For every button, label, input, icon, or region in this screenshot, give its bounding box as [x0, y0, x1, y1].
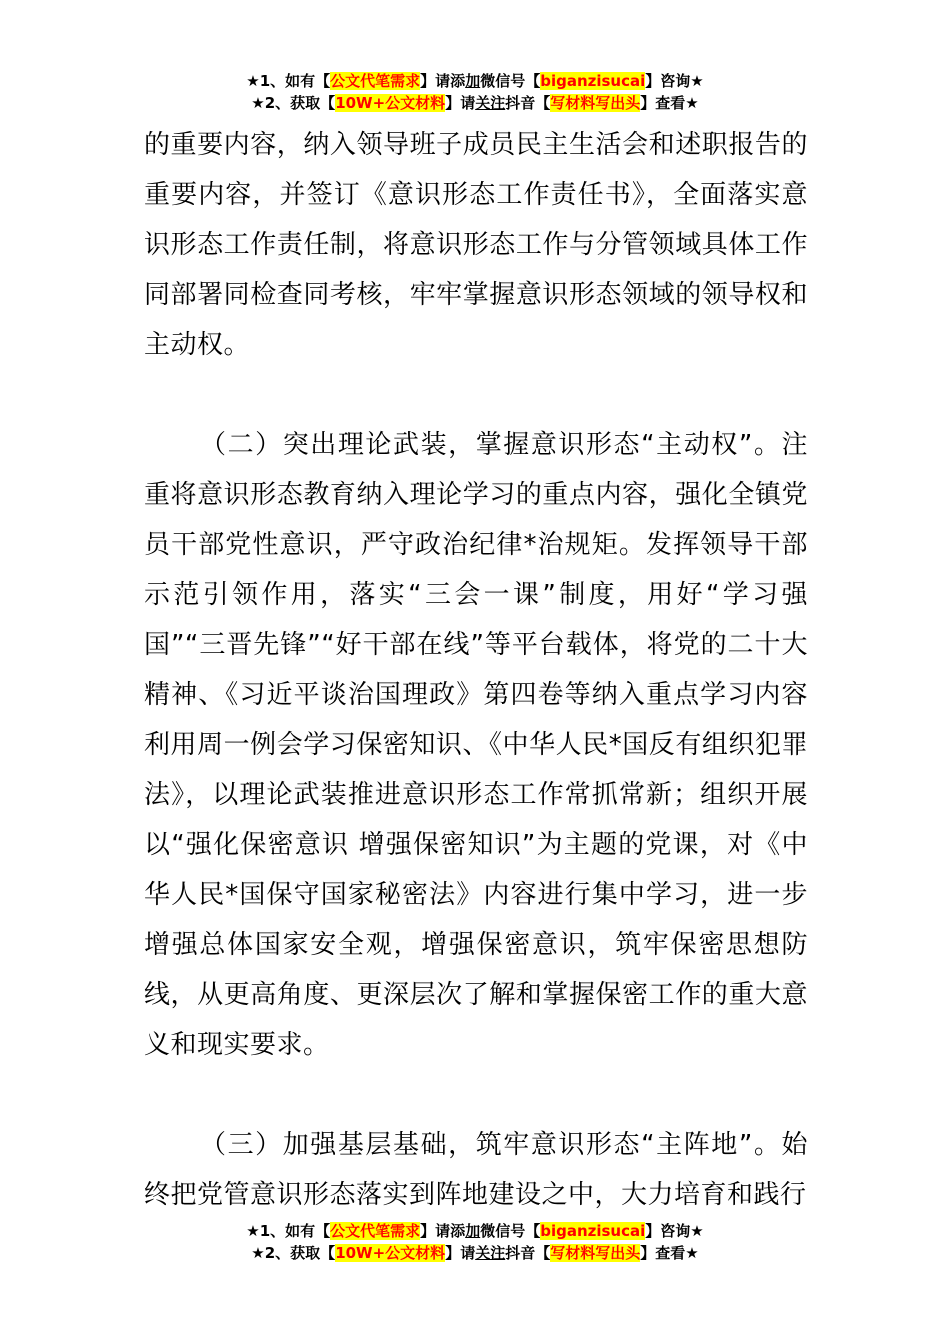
banner-text: ★2、获取【 — [251, 94, 336, 112]
header-banner — [0, 70, 950, 114]
banner-highlight: 公文代笔需求 — [330, 72, 421, 90]
banner-highlight: 10W+公文材料 — [335, 1244, 446, 1262]
banner-highlight: biganzisucai — [540, 72, 646, 90]
banner-text: 】咨询★ — [645, 1222, 704, 1240]
banner-underlined: 加 — [465, 72, 481, 90]
banner-line-2 — [0, 92, 950, 114]
banner-underlined: 加 — [465, 1222, 481, 1240]
banner-underlined: 关注 — [475, 1244, 506, 1262]
banner-text: 】请添 — [420, 72, 466, 90]
banner-text: 抖音【 — [505, 94, 551, 112]
banner-highlight: biganzisucai — [540, 1222, 646, 1240]
banner-text: 】请 — [445, 94, 476, 112]
banner-text: 】请添 — [420, 1222, 466, 1240]
banner-highlight: 写材料写出头 — [550, 1244, 641, 1262]
banner-line-1 — [0, 70, 950, 92]
banner-highlight: 公文代笔需求 — [330, 1222, 421, 1240]
banner-text: 抖音【 — [505, 1244, 551, 1262]
banner-highlight: 写材料写出头 — [550, 94, 641, 112]
banner-text: 】咨询★ — [645, 72, 704, 90]
document-body — [144, 120, 808, 1220]
footer-banner — [0, 1220, 950, 1264]
banner-text: ★1、如有【 — [246, 1222, 331, 1240]
paragraph-continuation: 的重要内容，纳入领导班子成员民主生活会和述职报告的重要内容，并签订《意识形态工作责任书》，全面落实意识形态工作责任制，将意识形态工作与分管领域具体工作同部署同检查同考核，牢牢掌握意识形态领域的领导权和主动权。 — [144, 130, 808, 360]
banner-line-1 — [0, 1220, 950, 1242]
banner-underlined: 关注 — [475, 94, 506, 112]
banner-text: 微信号【 — [480, 1222, 541, 1240]
banner-text: ★1、如有【 — [246, 72, 331, 90]
banner-text: 】查看★ — [640, 94, 699, 112]
banner-line-2 — [0, 1242, 950, 1264]
banner-highlight: 10W+公文材料 — [335, 94, 446, 112]
banner-text: 】请 — [445, 1244, 476, 1262]
banner-text: ★2、获取【 — [251, 1244, 336, 1262]
paragraph-section-3: （三）加强基层基础，筑牢意识形态“主阵地”。始终把党管意识形态落实到阵地建设之中，大力培育和践行 — [144, 1130, 808, 1210]
banner-text: 微信号【 — [480, 72, 541, 90]
banner-text: 】查看★ — [640, 1244, 699, 1262]
paragraph-section-2: （二）突出理论武装，掌握意识形态“主动权”。注重将意识形态教育纳入理论学习的重点内容，强化全镇党员干部党性意识，严守政治纪律*治规矩。发挥领导干部示范引领作用，落实“三会一课”制度，用好“学习强国”“三晋先锋”“好干部在线”等平台载体，将党的二十大精神、《习近平谈治国理政》第四卷等纳入重点学习内容利用周一例会学习保密知识、《中华人民*国反有组织犯罪法》，以理论武装推进意识形态工作常抓常新；组织开展以“强化保密意识 增强保密知识”为主题的党课，对《中华人民*国保守国家秘密法》内容进行集中学习，进一步增强总体国家安全观，增强保密意识，筑牢保密思想防线，从更高角度、更深层次了解和掌握保密工作的重大意义和现实要求。 — [144, 430, 808, 1060]
